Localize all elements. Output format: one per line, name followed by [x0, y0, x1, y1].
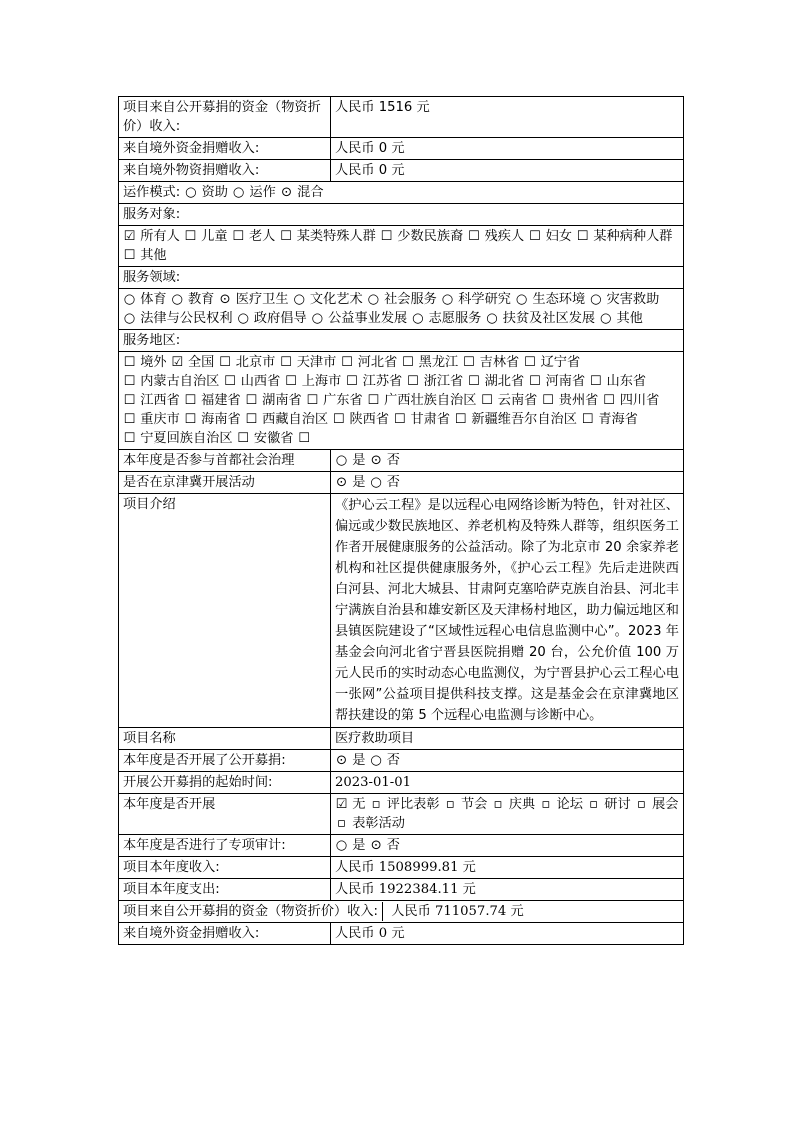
option-label: 山东省 [602, 374, 647, 389]
option-label: 安徽省 [249, 431, 294, 446]
empty-box-icon: ☐ [481, 393, 493, 408]
option-item [467, 229, 524, 244]
option-label: 表彰活动 [348, 816, 405, 831]
income-value: 人民币 1508999.81 元 [331, 857, 684, 879]
option-item [589, 374, 646, 389]
option-item [515, 292, 585, 307]
option-label: 否 [382, 475, 400, 490]
empty-box-icon: ☐ [467, 229, 480, 244]
option-item [444, 797, 488, 812]
fundraising-options [331, 750, 684, 772]
events-label: 本年度是否开展 [119, 794, 331, 835]
empty-box-icon: ☐ [581, 412, 594, 427]
option-item [462, 355, 519, 370]
option-label: 某类特殊人群 [292, 229, 376, 244]
option-label: 广东省 [318, 393, 363, 408]
option-label: 海南省 [196, 412, 241, 427]
empty-box-icon: ☐ [184, 229, 197, 244]
option-label: 是 [348, 838, 366, 853]
empty-box-icon: ☐ [123, 431, 136, 446]
radio-selected-icon: ⊙ [335, 753, 348, 768]
option-item [298, 431, 311, 446]
service-fields-label-row [119, 267, 684, 289]
option-label: 其他 [136, 248, 167, 263]
empty-box-icon: ☐ [528, 374, 541, 389]
income-row [119, 857, 684, 879]
empty-box-icon: ☐ [280, 355, 292, 370]
option-label: 公益事业发展 [323, 311, 408, 326]
option-item [528, 229, 572, 244]
empty-box-icon: ☐ [454, 412, 467, 427]
option-label: 庆典 [504, 797, 536, 812]
option-label: 湖南省 [257, 393, 302, 408]
fundraising-row [119, 750, 684, 772]
empty-box-icon: ☐ [184, 393, 197, 408]
option-item [123, 292, 167, 307]
option-item [370, 753, 400, 768]
radio-empty-icon: ○ [412, 311, 424, 326]
option-label: 展会 [647, 797, 679, 812]
radio-selected-icon: ⊙ [219, 292, 231, 307]
start-date-value: 2023-01-01 [331, 772, 684, 794]
capital-governance-row [119, 450, 684, 472]
option-label: 所有人 [136, 229, 180, 244]
empty-box-icon: ☐ [523, 355, 536, 370]
option-label: 湖北省 [480, 374, 525, 389]
option-item [393, 412, 450, 427]
option-item [380, 229, 463, 244]
option-label: 北京市 [231, 355, 276, 370]
radio-empty-icon: ○ [293, 292, 305, 307]
option-item [492, 797, 536, 812]
option-item [481, 393, 538, 408]
p2-public-funds-row [119, 901, 684, 923]
option-item [370, 475, 400, 490]
service-areas-label: 服务地区: [119, 330, 684, 352]
option-label: 无 [348, 797, 366, 812]
small-box-icon: ▫ [493, 797, 503, 812]
option-item [123, 311, 233, 326]
option-label: 体育 [136, 292, 167, 307]
operation-mode-row [119, 182, 684, 204]
option-label: 内蒙古自治区 [136, 374, 220, 389]
option-item [245, 393, 302, 408]
radio-empty-icon: ○ [515, 292, 528, 307]
empty-box-icon: ☐ [346, 374, 358, 389]
empty-box-icon: ☐ [589, 374, 602, 389]
service-targets-row [119, 226, 684, 267]
option-item [293, 292, 363, 307]
option-label: 资助 [197, 185, 228, 200]
option-label: 残疾人 [480, 229, 525, 244]
option-label: 山西省 [236, 374, 281, 389]
option-item [285, 374, 342, 389]
option-label: 四川省 [615, 393, 660, 408]
overseas-funds-value: 人民币 0 元 [331, 138, 684, 160]
empty-box-icon: ☐ [576, 229, 589, 244]
option-label: 社会服务 [379, 292, 437, 307]
option-item [523, 355, 580, 370]
option-label: 评比表彰 [382, 797, 440, 812]
option-label: 法律与公民权利 [136, 311, 233, 326]
option-item [219, 292, 289, 307]
option-item [599, 311, 643, 326]
p2-public-funds-cell [119, 901, 684, 923]
option-label: 否 [382, 453, 400, 468]
radio-empty-icon: ○ [367, 292, 380, 307]
small-box-icon: ▫ [589, 797, 599, 812]
radio-empty-icon: ○ [370, 753, 382, 768]
small-box-icon: ▫ [445, 797, 455, 812]
option-label: 吉林省 [475, 355, 520, 370]
audit-options [331, 835, 684, 857]
expense-value: 人民币 1922384.11 元 [331, 879, 684, 901]
option-item [237, 311, 307, 326]
option-label: 其他 [612, 311, 643, 326]
option-item [335, 453, 365, 468]
option-item [370, 838, 400, 853]
option-item [232, 185, 276, 200]
empty-box-icon: ☐ [306, 393, 319, 408]
audit-row [119, 835, 684, 857]
expense-row [119, 879, 684, 901]
empty-box-icon: ☐ [367, 393, 380, 408]
option-label: 全国 [183, 355, 215, 370]
option-label: 西藏自治区 [257, 412, 329, 427]
capital-governance-label: 本年度是否参与首都社会治理 [119, 450, 331, 472]
option-label: 境外 [136, 355, 167, 370]
empty-box-icon: ☐ [298, 431, 311, 446]
project-info-table [118, 96, 684, 945]
empty-box-icon: ☐ [245, 412, 258, 427]
option-item [367, 393, 477, 408]
project-name-row [119, 728, 684, 750]
option-label: 甘肃省 [406, 412, 451, 427]
radio-empty-icon: ○ [441, 292, 454, 307]
option-label: 文化艺术 [305, 292, 363, 307]
empty-box-icon: ☐ [542, 393, 554, 408]
option-item [589, 292, 659, 307]
option-label: 河北省 [353, 355, 398, 370]
checked-box-icon: ☑ [171, 355, 184, 370]
option-label: 老人 [244, 229, 276, 244]
option-item [587, 797, 631, 812]
option-label: 灾害救助 [602, 292, 660, 307]
empty-box-icon: ☐ [402, 355, 414, 370]
service-areas-label-row [119, 330, 684, 352]
service-areas-row [119, 352, 684, 450]
option-label: 重庆市 [136, 412, 180, 427]
start-date-label: 开展公开募捐的起始时间: [119, 772, 331, 794]
option-item [542, 393, 599, 408]
option-item [370, 453, 400, 468]
option-item [335, 816, 405, 831]
empty-box-icon: ☐ [184, 412, 197, 427]
option-label: 教育 [183, 292, 215, 307]
empty-box-icon: ☐ [237, 431, 250, 446]
option-item [219, 355, 276, 370]
audit-label: 本年度是否进行了专项审计: [119, 835, 331, 857]
empty-box-icon: ☐ [123, 393, 136, 408]
option-label: 是 [348, 453, 366, 468]
option-label: 扶贫及社区发展 [498, 311, 596, 326]
option-label: 福建省 [196, 393, 241, 408]
radio-empty-icon: ○ [600, 311, 612, 326]
option-label: 青海省 [594, 412, 638, 427]
empty-box-icon: ☐ [463, 355, 475, 370]
empty-box-icon: ☐ [123, 248, 136, 263]
option-label: 否 [382, 753, 400, 768]
service-fields-options [119, 289, 684, 330]
p2-overseas-funds-label: 来自境外资金捐赠收入: [119, 923, 331, 945]
option-item [311, 311, 407, 326]
option-label: 少数民族裔 [393, 229, 464, 244]
radio-empty-icon: ○ [123, 311, 136, 326]
option-item [467, 374, 524, 389]
empty-box-icon: ☐ [123, 355, 136, 370]
project-name-value: 医疗救助项目 [331, 728, 684, 750]
radio-empty-icon: ○ [311, 311, 324, 326]
radio-selected-icon: ⊙ [370, 453, 382, 468]
radio-empty-icon: ○ [590, 292, 602, 307]
option-label: 科学研究 [454, 292, 511, 307]
option-item [576, 229, 672, 244]
option-label: 广西壮族自治区 [379, 393, 477, 408]
public-funds-row [119, 97, 684, 138]
option-label: 云南省 [493, 393, 538, 408]
empty-box-icon: ☐ [341, 355, 353, 370]
option-item [184, 229, 228, 244]
option-item [306, 393, 363, 408]
radio-empty-icon: ○ [185, 185, 197, 200]
option-item [280, 355, 337, 370]
public-funds-label: 项目来自公开募捐的资金（物资折价）收入: [119, 97, 331, 138]
radio-empty-icon: ○ [232, 185, 245, 200]
empty-box-icon: ☐ [219, 355, 231, 370]
option-item [581, 412, 638, 427]
radio-empty-icon: ○ [335, 838, 348, 853]
empty-box-icon: ☐ [380, 229, 393, 244]
option-label: 论坛 [552, 797, 583, 812]
option-item [335, 753, 365, 768]
option-item [411, 311, 481, 326]
option-item [370, 797, 440, 812]
option-label: 江苏省 [358, 374, 403, 389]
checked-box-icon: ☑ [123, 229, 136, 244]
project-name-label: 项目名称 [119, 728, 331, 750]
option-item [335, 475, 365, 490]
income-label: 项目本年度收入: [119, 857, 331, 879]
option-item [171, 355, 215, 370]
option-item [454, 412, 577, 427]
jingjinji-label: 是否在京津冀开展活动 [119, 472, 331, 494]
expense-label: 项目本年度支出: [119, 879, 331, 901]
option-item [123, 248, 167, 263]
option-item [224, 374, 281, 389]
option-item [635, 797, 679, 812]
option-label: 天津市 [292, 355, 337, 370]
small-box-icon: ▫ [636, 797, 646, 812]
overseas-funds-row [119, 138, 684, 160]
empty-box-icon: ☐ [224, 374, 236, 389]
jingjinji-options [331, 472, 684, 494]
option-item [528, 374, 585, 389]
option-item [335, 797, 365, 812]
option-item [406, 374, 463, 389]
small-box-icon: ▫ [337, 816, 346, 831]
events-options [331, 794, 684, 835]
option-item [280, 185, 324, 200]
option-item [123, 355, 167, 370]
option-item [280, 229, 376, 244]
empty-box-icon: ☐ [280, 229, 292, 244]
p2-overseas-funds-row [119, 923, 684, 945]
option-item [539, 797, 583, 812]
project-intro-row [119, 494, 684, 728]
project-intro-text: 《护心云工程》是以远程心电网络诊断为特色，针对社区、偏远或少数民族地区、养老机构及特殊人群等，组织医务工作者开展健康服务的公益活动。除了为北京市 20 余家养老机构和社区提供健康服务外，《护心云工程》先后走进陕西白河县、河北大城县、甘肃阿克塞哈萨克族自治县、河北丰宁满族自治县和雄安新区及天津杨村地区，助力偏远地区和县镇医院建设了“区域性远程心电信息监测中心”。2023 年基金会向河北省宁晋县医院捐赠 20 台，公允价值 100 万元人民币的实时动态心电监测仪，为宁晋县护心云工程心电一张网”公益项目提供科技支撑。这是基金会在京津冀地区帮扶建设的第 5 个远程心电监测与诊断中心。 [331, 494, 684, 728]
option-label: 研讨 [600, 797, 631, 812]
capital-governance-options [331, 450, 684, 472]
service-targets-label-row [119, 204, 684, 226]
option-item [123, 412, 180, 427]
radio-selected-icon: ⊙ [280, 185, 292, 200]
empty-box-icon: ☐ [407, 374, 419, 389]
option-label: 否 [382, 838, 400, 853]
empty-box-icon: ☐ [232, 229, 245, 244]
empty-box-icon: ☐ [123, 374, 136, 389]
operation-mode-label: 运作模式: [123, 185, 181, 200]
jingjinji-row [119, 472, 684, 494]
option-label: 陕西省 [345, 412, 390, 427]
overseas-goods-value: 人民币 0 元 [331, 160, 684, 182]
small-box-icon: ▫ [541, 797, 551, 812]
checked-box-icon: ☑ [335, 797, 348, 812]
option-item [486, 311, 596, 326]
option-label: 是 [348, 475, 366, 490]
option-item [335, 838, 365, 853]
option-item [603, 393, 660, 408]
option-item [367, 292, 437, 307]
overseas-goods-row [119, 160, 684, 182]
option-label: 运作 [245, 185, 276, 200]
option-item [123, 431, 233, 446]
option-item [123, 393, 180, 408]
radio-empty-icon: ○ [370, 475, 382, 490]
empty-box-icon: ☐ [528, 229, 541, 244]
option-label: 志愿服务 [424, 311, 482, 326]
service-fields-row [119, 289, 684, 330]
start-date-row [119, 772, 684, 794]
empty-box-icon: ☐ [245, 393, 258, 408]
option-item [184, 412, 241, 427]
radio-empty-icon: ○ [237, 311, 249, 326]
radio-selected-icon: ⊙ [370, 838, 382, 853]
option-item [441, 292, 511, 307]
p2-overseas-funds-value: 人民币 0 元 [331, 923, 684, 945]
option-label: 辽宁省 [536, 355, 581, 370]
option-label: 是 [348, 753, 366, 768]
service-areas-options [119, 352, 684, 450]
option-item [171, 292, 215, 307]
option-item [184, 185, 228, 200]
operation-mode-cell [119, 182, 684, 204]
empty-box-icon: ☐ [393, 412, 406, 427]
option-item [341, 355, 398, 370]
empty-box-icon: ☐ [603, 393, 615, 408]
option-label: 浙江省 [419, 374, 464, 389]
option-label: 新疆维吾尔自治区 [467, 412, 577, 427]
option-label: 宁夏回族自治区 [136, 431, 233, 446]
radio-empty-icon: ○ [123, 292, 136, 307]
option-item [401, 355, 458, 370]
public-funds-value: 人民币 1516 元 [331, 97, 684, 138]
service-targets-label: 服务对象: [119, 204, 684, 226]
fundraising-label: 本年度是否开展了公开募捐: [119, 750, 331, 772]
small-box-icon: ▫ [371, 797, 381, 812]
option-label: 混合 [292, 185, 324, 200]
option-label: 节会 [456, 797, 488, 812]
overseas-funds-label: 来自境外资金捐赠收入: [119, 138, 331, 160]
operation-mode-options [184, 185, 323, 200]
radio-empty-icon: ○ [171, 292, 184, 307]
radio-empty-icon: ○ [335, 453, 348, 468]
option-label: 儿童 [196, 229, 228, 244]
option-item [184, 393, 241, 408]
radio-selected-icon: ⊙ [335, 475, 348, 490]
option-item [345, 374, 402, 389]
option-label: 贵州省 [554, 393, 599, 408]
option-item [237, 431, 294, 446]
option-label: 妇女 [541, 229, 572, 244]
option-label: 政府倡导 [249, 311, 307, 326]
p2-public-funds-label: 项目来自公开募捐的资金（物资折价）收入: [123, 902, 383, 921]
project-intro-label: 项目介绍 [119, 494, 331, 728]
option-item [123, 229, 180, 244]
option-item [332, 412, 389, 427]
empty-box-icon: ☐ [467, 374, 480, 389]
option-item [123, 374, 219, 389]
overseas-goods-label: 来自境外物资捐赠收入: [119, 160, 331, 182]
service-targets-options [119, 226, 684, 267]
option-label: 河南省 [541, 374, 586, 389]
option-label: 医疗卫生 [231, 292, 289, 307]
option-label: 生态环境 [528, 292, 586, 307]
empty-box-icon: ☐ [332, 412, 345, 427]
option-label: 上海市 [297, 374, 342, 389]
service-fields-label: 服务领域: [119, 267, 684, 289]
radio-empty-icon: ○ [486, 311, 498, 326]
events-row [119, 794, 684, 835]
option-item [232, 229, 276, 244]
empty-box-icon: ☐ [285, 374, 297, 389]
option-item [245, 412, 328, 427]
option-label: 某种病种人群 [589, 229, 673, 244]
empty-box-icon: ☐ [123, 412, 136, 427]
option-label: 黑龙江 [414, 355, 459, 370]
p2-public-funds-value: 人民币 711057.74 元 [391, 904, 524, 919]
option-label: 江西省 [136, 393, 180, 408]
